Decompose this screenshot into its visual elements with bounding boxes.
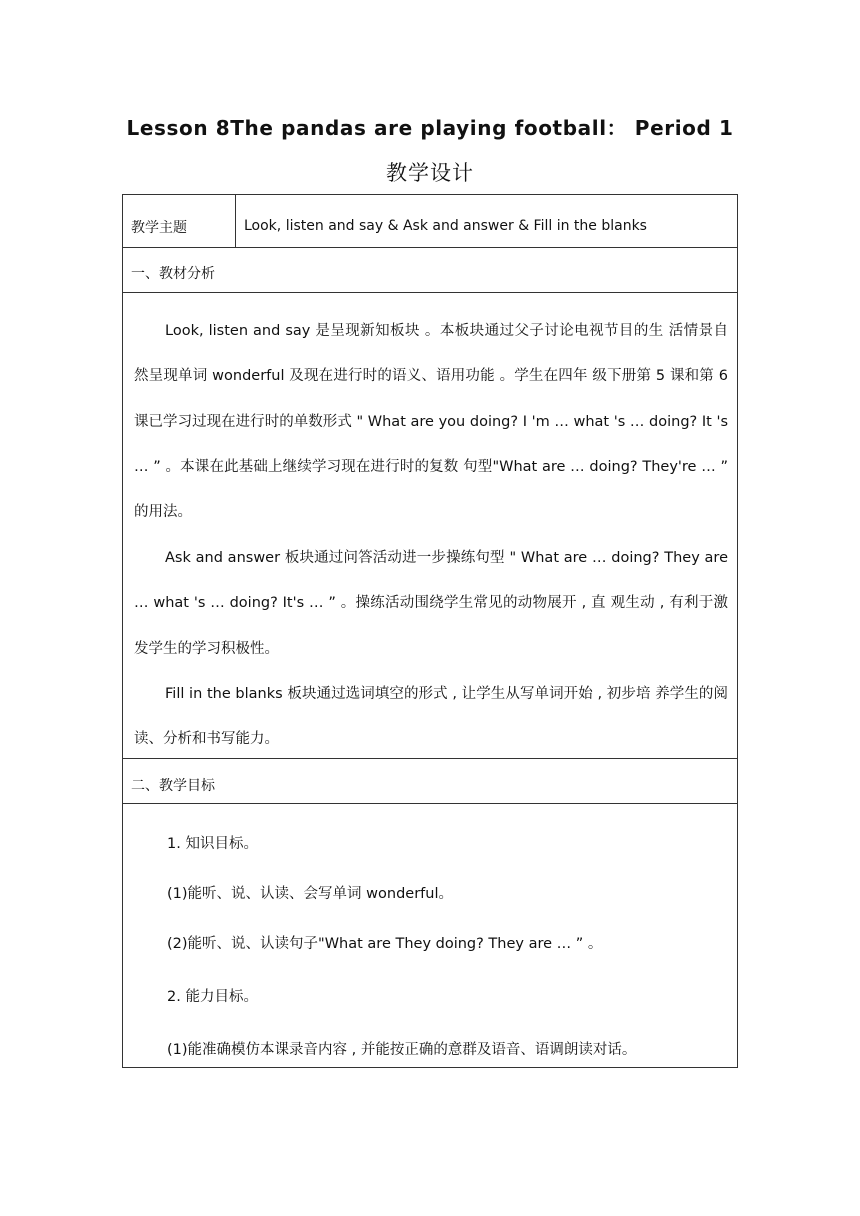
goal-item: (1)能听、说、认读、会写单词 wonderful。 — [167, 886, 453, 902]
goal-item: (2)能听、说、认读句子"What are They doing? They are … ” 。 — [167, 936, 603, 952]
section-heading-textbook-analysis: 一、教材分析 — [131, 266, 215, 282]
analysis-paragraph: Fill in the blanks 板块通过选词填空的形式 , 让学生从写单词开始 , 初步培 养学生的阅读、分析和书写能力。 — [134, 686, 728, 748]
row-divider — [123, 758, 737, 759]
row-divider — [123, 803, 737, 804]
topic-value: Look, listen and say & Ask and answer & Fill in the blanks — [244, 218, 647, 234]
goal-item: 1. 知识目标。 — [167, 836, 258, 852]
column-divider — [235, 195, 236, 247]
row-divider — [123, 247, 737, 248]
topic-label: 教学主题 — [131, 220, 187, 236]
lesson-plan-table — [122, 194, 738, 1068]
analysis-paragraph: Look, listen and say 是呈现新知板块 。本板块通过父子讨论电视节目的生 活情景自然呈现单词 wonderful 及现在进行时的语义、语用功能 。学生在四年 级下册第 5 课和第 6 课已学习过现在进行时的单数形式 " What are you doing? I 'm … what 's … doing? It 's … ” 。本课在此基础上继续学习现在进行时的复数 句型"What are … doing? They're … ” 的用法。 — [134, 323, 728, 521]
section-heading-teaching-goals: 二、教学目标 — [131, 778, 215, 794]
document-subtitle: 教学设计 — [386, 161, 474, 185]
goal-item: (1)能准确模仿本课录音内容 , 并能按正确的意群及语音、语调朗读对话。 — [167, 1042, 637, 1058]
analysis-paragraph: Ask and answer 板块通过问答活动进一步操练句型 " What are … doing? They are … what 's … doing? It's … ” 。操练活动围绕学生常见的动物展开 , 直 观生动 , 有利于激发学生的学习积极性。 — [134, 550, 728, 657]
goal-item: 2. 能力目标。 — [167, 989, 258, 1005]
document-title: Lesson 8The pandas are playing football： Period 1 — [126, 116, 734, 140]
row-divider — [123, 292, 737, 293]
